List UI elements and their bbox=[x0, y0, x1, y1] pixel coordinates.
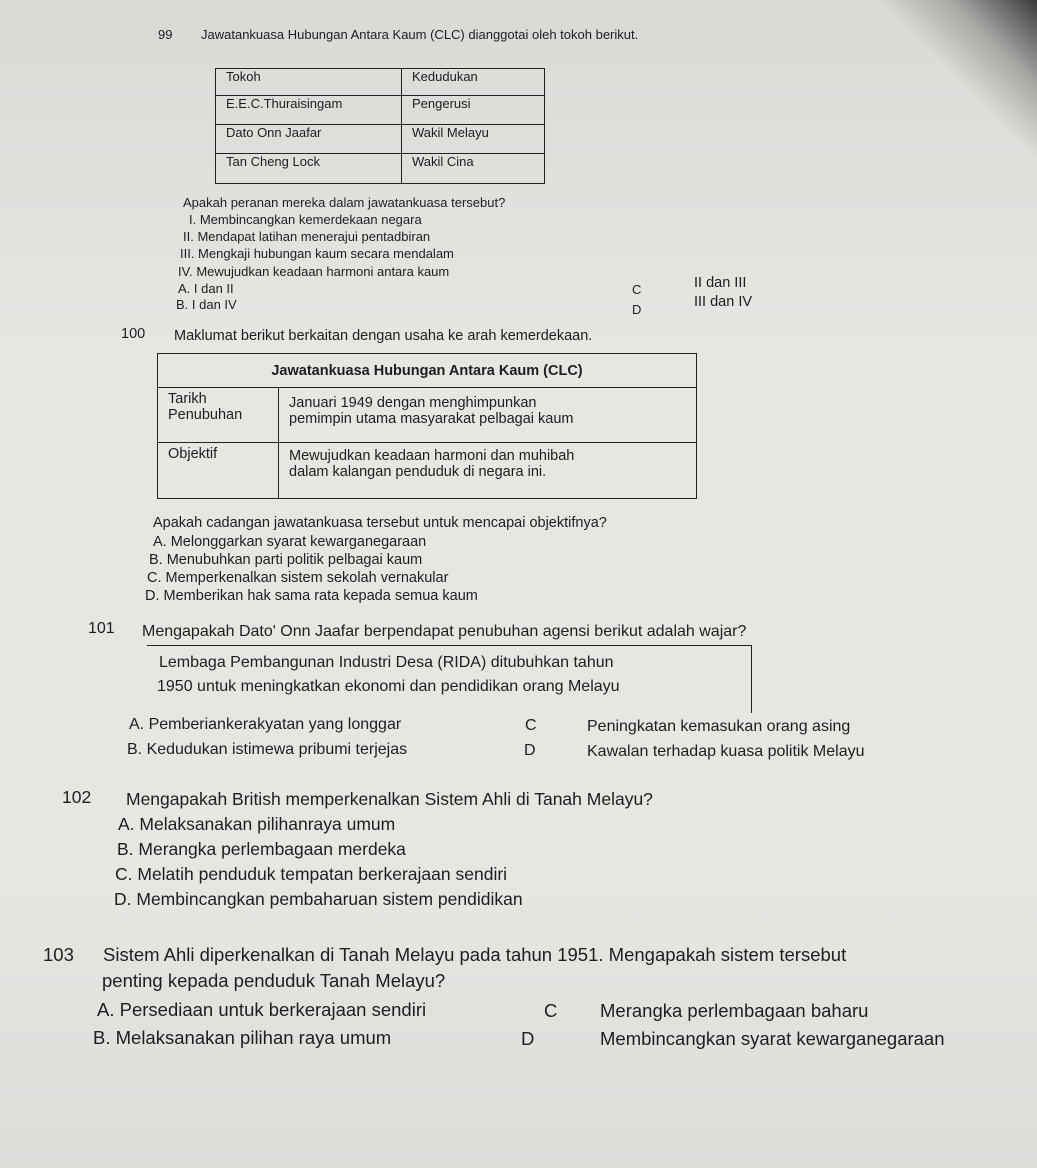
q100-value-line: Mewujudkan keadaan harmoni dan muhibah bbox=[289, 448, 575, 464]
q99-table bbox=[215, 68, 545, 184]
q102-option: A. Melaksanakan pilihanraya umum bbox=[118, 814, 396, 834]
q100-value-line: pemimpin utama masyarakat pelbagai kaum bbox=[289, 411, 574, 427]
q100-option: A. Melonggarkan syarat kewarganegaraan bbox=[153, 534, 427, 550]
q103-option-d: Membincangkan syarat kewarganegaraan bbox=[600, 1028, 945, 1049]
q99-option-a: A. I dan II bbox=[178, 281, 234, 296]
q99-option-d: III dan IV bbox=[694, 294, 753, 310]
q102-option: C. Melatih penduduk tempatan berkerajaan sendiri bbox=[115, 864, 508, 884]
q103-option-b: B. Melaksanakan pilihan raya umum bbox=[93, 1027, 392, 1048]
q100-number: 100 bbox=[121, 326, 146, 342]
q101-option-d-letter: D bbox=[524, 742, 536, 759]
q101-stem: Mengapakah Dato' Onn Jaafar berpendapat penubuhan agensi berikut adalah wajar? bbox=[142, 623, 747, 640]
q99-stem: Jawatankuasa Hubungan Antara Kaum (CLC) dianggotai oleh tokoh berikut. bbox=[201, 27, 639, 42]
q99-header-kedudukan: Kedudukan bbox=[402, 69, 545, 96]
q100-question: Apakah cadangan jawatankuasa tersebut untuk mencapai objektifnya? bbox=[153, 515, 607, 531]
q99-cell: Wakil Cina bbox=[402, 154, 545, 184]
q100-row-value bbox=[279, 388, 697, 443]
q103-option-c-letter: C bbox=[544, 1000, 558, 1021]
q101-option-c-letter: C bbox=[525, 717, 537, 734]
q100-row-value bbox=[279, 443, 697, 499]
q99-statement: I. Membincangkan kemerdekaan negara bbox=[189, 212, 422, 227]
q99-option-d-letter: D bbox=[632, 302, 642, 317]
q102-number: 102 bbox=[62, 787, 92, 807]
q100-value-line: dalam kalangan penduduk di negara ini. bbox=[289, 464, 547, 480]
q100-value-line: Januari 1949 dengan menghimpunkan bbox=[289, 395, 537, 411]
q101-option-a: A. Pemberiankerakyatan yang longgar bbox=[129, 716, 402, 733]
q99-option-c: II dan III bbox=[694, 275, 747, 291]
q99-question: Apakah peranan mereka dalam jawatankuasa tersebut? bbox=[183, 195, 506, 210]
q103-stem-line: Sistem Ahli diperkenalkan di Tanah Melayu pada tahun 1951. Mengapakah sistem tersebut bbox=[103, 944, 847, 965]
q100-table-title: Jawatankuasa Hubungan Antara Kaum (CLC) bbox=[158, 354, 697, 388]
q100-table bbox=[157, 353, 697, 499]
q99-statement: III. Mengkaji hubungan kaum secara mendalam bbox=[180, 246, 454, 261]
q101-number: 101 bbox=[88, 620, 115, 637]
q102-option: B. Merangka perlembagaan merdeka bbox=[117, 839, 406, 859]
q101-option-c: Peningkatan kemasukan orang asing bbox=[587, 718, 851, 735]
q99-statement: II. Mendapat latihan menerajui pentadbiran bbox=[183, 229, 431, 244]
q99-number: 99 bbox=[158, 27, 173, 42]
q99-cell: Pengerusi bbox=[402, 96, 545, 125]
q100-label-objektif: Objektif bbox=[158, 443, 279, 499]
q99-statement: IV. Mewujudkan keadaan harmoni antara kaum bbox=[178, 264, 450, 279]
q99-option-b: B. I dan IV bbox=[176, 297, 237, 312]
q100-option: C. Memperkenalkan sistem sekolah vernakular bbox=[147, 570, 449, 586]
page-corner-shadow bbox=[837, 0, 1037, 200]
q103-option-a: A. Persediaan untuk berkerajaan sendiri bbox=[97, 999, 427, 1020]
q99-cell: Tan Cheng Lock bbox=[216, 154, 402, 184]
q101-box-line: 1950 untuk meningkatkan ekonomi dan pendidikan orang Melayu bbox=[157, 678, 620, 695]
q100-option: B. Menubuhkan parti politik pelbagai kaum bbox=[149, 552, 423, 568]
q99-cell: Wakil Melayu bbox=[402, 125, 545, 154]
q103-option-c: Merangka perlembagaan baharu bbox=[600, 1000, 869, 1021]
q100-option: D. Memberikan hak sama rata kepada semua kaum bbox=[145, 588, 478, 604]
q101-box-line: Lembaga Pembangunan Industri Desa (RIDA) ditubuhkan tahun bbox=[159, 654, 614, 671]
q100-label-penubuhan: Penubuhan bbox=[168, 407, 243, 423]
q99-header-tokoh: Tokoh bbox=[216, 69, 402, 96]
q100-label-tarikh: Tarikh bbox=[168, 391, 207, 407]
q103-stem-line: penting kepada penduduk Tanah Melayu? bbox=[102, 970, 446, 991]
q102-option: D. Membincangkan pembaharuan sistem pendidikan bbox=[114, 889, 523, 909]
q99-cell: Dato Onn Jaafar bbox=[216, 125, 402, 154]
q101-option-b: B. Kedudukan istimewa pribumi terjejas bbox=[127, 741, 408, 758]
q102-stem: Mengapakah British memperkenalkan Sistem Ahli di Tanah Melayu? bbox=[126, 789, 653, 809]
q100-row-label bbox=[158, 388, 279, 443]
q100-stem: Maklumat berikut berkaitan dengan usaha ke arah kemerdekaan. bbox=[174, 328, 593, 344]
q101-option-d: Kawalan terhadap kuasa politik Melayu bbox=[587, 743, 865, 760]
q99-option-c-letter: C bbox=[632, 282, 642, 297]
q103-option-d-letter: D bbox=[521, 1028, 535, 1049]
q103-number: 103 bbox=[43, 944, 74, 965]
q99-cell: E.E.C.Thuraisingam bbox=[216, 96, 402, 125]
